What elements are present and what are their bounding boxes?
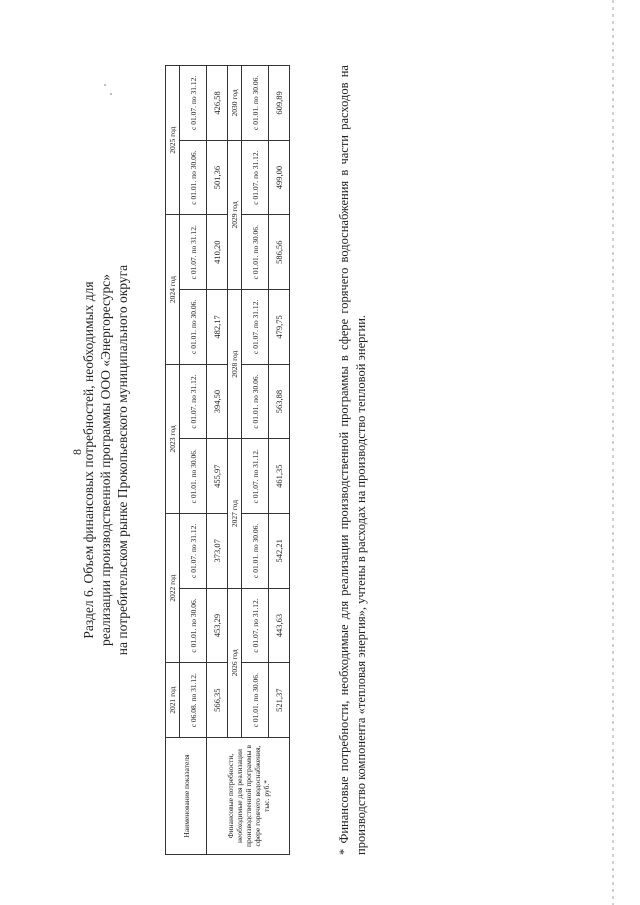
value-cell: 453,29 (207, 588, 228, 663)
year-header-cell: 2025 год (166, 66, 180, 215)
table-row (207, 66, 228, 855)
value-cell: 566,35 (207, 663, 228, 738)
period-cell: с 06.08. по 31.12. (180, 663, 207, 738)
heading-line-3: на потребительском рынке Прокопьевского муниципального округа (115, 264, 130, 656)
value-cell: 410,20 (207, 215, 228, 290)
financial-needs-table (165, 65, 290, 855)
value-cell: 373,07 (207, 514, 228, 589)
period-cell: с 01.01. по 30.06. (242, 663, 269, 738)
table-row (242, 66, 269, 855)
section-heading (80, 35, 131, 885)
period-cell: с 01.07. по 31.12. (242, 439, 269, 514)
heading-line-2: реализации производственной программы ООО «Энергоресурс» (98, 274, 113, 646)
year-header-cell: 2022 год (166, 514, 180, 663)
period-cell: с 01.01. по 30.06. (242, 66, 269, 141)
year-header-cell: 2021 год (166, 663, 180, 738)
table-row (166, 66, 180, 855)
period-cell: с 01.01. по 30.06. (242, 514, 269, 589)
value-cell: 609,89 (269, 66, 290, 141)
year-header-cell: 2024 год (166, 215, 180, 364)
year-header-cell: 2029 год (228, 140, 242, 289)
period-cell: с 01.01. по 30.06. (180, 588, 207, 663)
year-header-cell: 2026 год (228, 588, 242, 737)
period-cell: с 01.07. по 31.12. (242, 290, 269, 365)
value-cell: 461,35 (269, 439, 290, 514)
value-cell: 443,63 (269, 588, 290, 663)
period-cell: с 01.07. по 31.12. (242, 588, 269, 663)
period-cell: с 01.07. по 31.12. (180, 215, 207, 290)
value-cell: 563,88 (269, 364, 290, 439)
period-cell: с 01.07. по 31.12. (180, 364, 207, 439)
value-cell: 501,36 (207, 140, 228, 215)
period-cell: с 01.01. по 30.06. (242, 364, 269, 439)
period-cell: с 01.07. по 31.12. (180, 514, 207, 589)
value-cell: 479,75 (269, 290, 290, 365)
page-number: 8 (70, 449, 84, 455)
value-cell: 521,37 (269, 663, 290, 738)
rotated-page-content (60, 35, 390, 885)
period-cell: с 01.07. по 31.12. (180, 66, 207, 141)
table-row (228, 66, 242, 855)
year-header-cell: 2023 год (166, 364, 180, 513)
value-cell: 499,00 (269, 140, 290, 215)
indicator-name-cell: Финансовые потребности, необходимые для реализации производственной программы в сфере горячего водоснабжения, тыс. руб.* (207, 738, 290, 855)
period-cell: с 01.01. по 30.06. (180, 140, 207, 215)
table-row (180, 66, 207, 855)
footnote: * Финансовые потребности, необходимые для реализации производственной программы в сфере горячего водоснабжения в части расходов на производство компонента «тепловая энергия», учтены в расходах на производство тепловой энергии. (337, 65, 368, 855)
scan-edge-line (612, 0, 614, 905)
period-cell: с 01.01. по 30.06. (180, 290, 207, 365)
indicator-header-cell: Наименование показателя (166, 738, 207, 855)
year-header-cell: 2030 год (228, 66, 242, 141)
year-header-cell: 2028 год (228, 290, 242, 439)
value-cell: 394,50 (207, 364, 228, 439)
value-cell: 586,56 (269, 215, 290, 290)
period-cell: с 01.07. по 31.12. (242, 140, 269, 215)
heading-line-1: Раздел 6. Объем финансовых потребностей, необходимых для (81, 281, 96, 639)
value-cell: 482,17 (207, 290, 228, 365)
period-cell: с 01.01. по 30.06. (242, 215, 269, 290)
year-header-cell: 2027 год (228, 439, 242, 588)
period-cell: с 01.01. по 30.06. (180, 439, 207, 514)
value-cell: 455,97 (207, 439, 228, 514)
value-cell: 542,21 (269, 514, 290, 589)
value-cell: 426,58 (207, 66, 228, 141)
table-row (269, 66, 290, 855)
